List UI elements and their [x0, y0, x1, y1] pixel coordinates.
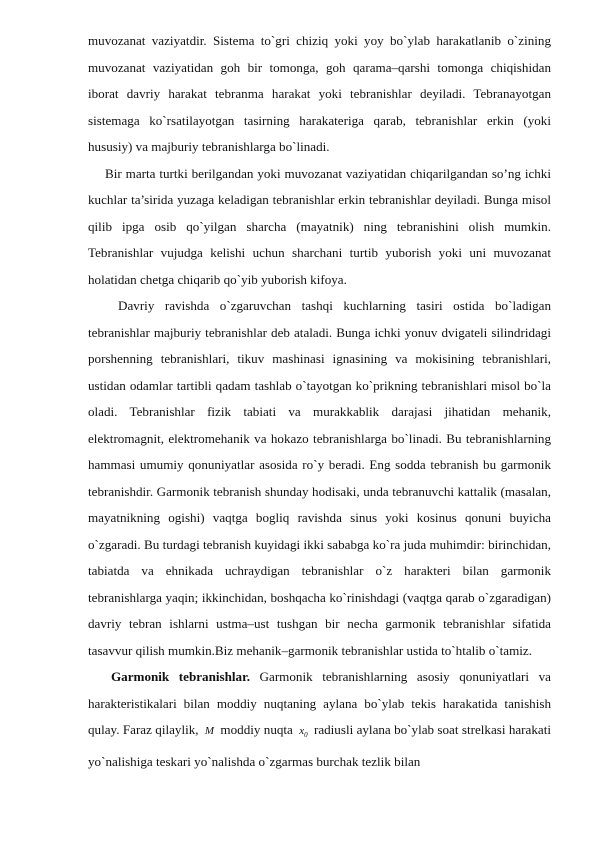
paragraph-2: Bir marta turtki berilgandan yoki muvozanat vaziyatidan chiqarilgandan so’ng ichki kuchlar ta’sirida yuzaga keladigan tebranishlar erkin tebranishlar deyiladi. Bunga misol qilib ipga osib qo`yilgan sharcha (mayatnik) ning tebranishini olish mumkin. Tebranishlar vujudga kelishi uchun sharchani turtib yuborish yoki uni muvozanat holatidan chetga chiqarib qo`yib yuborish kifoya. — [88, 165, 551, 287]
paragraph-4-text-2: moddiy nuqta — [220, 722, 293, 737]
paragraph-4-text-3: radiusli aylana bo`ylab soat strelkasi harakati yo`nalishiga teskari yo`nalishda o`zgarmas burchak tezlik bilan — [88, 722, 551, 769]
paragraph-4 — [88, 664, 551, 775]
section-heading: Garmonik tebranishlar. — [111, 669, 250, 684]
paragraph-1: muvozanat vaziyatdir. Sistema to`gri chiziq yoki yoy bo`ylab harakatlanib o`zining muvozanat vaziyatidan goh bir tomonga, goh qarama–qarshi tomonga chiqishidan iborat davriy harakat tebranma harakat yoki tebranishlar deyiladi. Tebranayotgan sistemaga ko`rsatilayotgan tasirning harakateriga qarab, tebranishlar erkin (yoki hususiy) va majburiy tebranishlarga bo`linadi. — [88, 33, 551, 154]
body-text — [88, 28, 551, 775]
paragraph-4-text-1: Garmonik tebranishlarning asosiy qonuniyatlari va harakteristikalari bilan moddiy nuqtaning aylana bo`ylab tekis harakatida tanishish qulay. Faraz qilaylik, — [88, 669, 551, 737]
math-symbol-radius — [296, 725, 310, 740]
paragraph-3: Davriy ravishda o`zgaruvchan tashqi kuchlarning tasiri ostida bo`ladigan tebranishlar majburiy tebranishlar deb ataladi. Bunga ichki yonuv dvigateli silindridagi porshenning tebranishlari, tikuv mashinasi ignasining va mokisining tebranishlari, ustidan odamlar tartibli qadam tashlab o`tayotgan ko`prikning tebranishlari misol bo`la oladi. Tebranishlar fizik tabiati va murakkablik darajasi jihatidan mehanik, elektromagnit, elektromehanik va hokazo tebranishlarga bo`linadi. Bu tebranishlarning hammasi umumiy qonuniyatlar asosida ro`y beradi. Eng sodda tebranish bu garmonik tebranishdir. Garmonik tebranish shunday hodisaki, unda tebranuvchi kattalik (masalan, mayatnikning ogishi) vaqtga bogliq ravishda sinus yoki kosinus qonuni buyicha o`zgaradi. Bu turdagi tebranish kuyidagi ikki sababga ko`ra juda muhimdir: birinchidan, tabiatda va ehnikada uchraydigan tebranishlar o`z harakteri bilan garmonik tebranishlarga yaqin; ikkinchidan, boshqacha ko`rinishdagi (vaqtga qarab o`zgaradigan) davriy tebran ishlarni ustma–ust tushgan bir necha garmonik tebranishlar sifatida tasavvur qilish mumkin.Biz mehanik–garmonik tebranishlar ustida to`htalib o`tamiz. — [88, 298, 551, 658]
math-symbol-m: M — [204, 725, 215, 737]
math-symbol-radius-base: x — [299, 725, 305, 737]
math-symbol-radius-subscript: 0 — [304, 731, 308, 740]
